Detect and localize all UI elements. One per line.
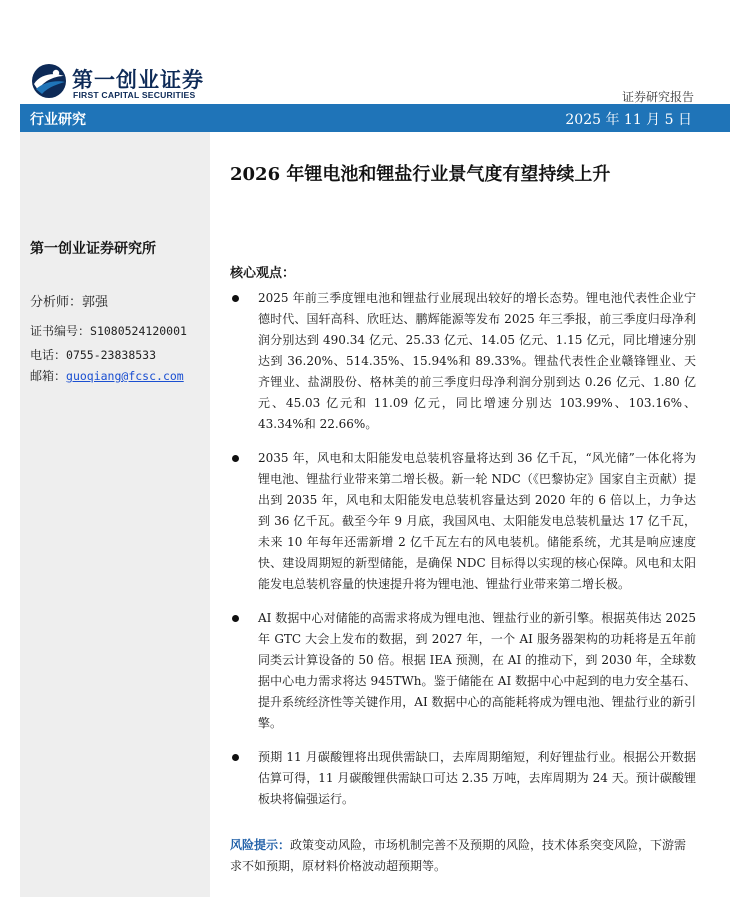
- analyst-line: [30, 291, 108, 310]
- risk-label: 风险提示：: [230, 838, 291, 852]
- phone-number: 0755-23838533: [66, 348, 157, 362]
- key-point: [230, 288, 696, 435]
- analyst-label: 分析师：: [30, 295, 83, 310]
- risk-notice: [230, 835, 696, 877]
- category-label: 行业研究: [30, 112, 86, 128]
- key-point-text: AI 数据中心对储能的高需求将成为锂电池、锂盐行业的新引擎。根据英伟达 2025 年 GTC 大会上发布的数据，到 2027 年，一个 AI 服务器架构的功耗将是五年前同类云计算设备的 50 倍。根据 IEA 预测，在 AI 的推动下，到 2030 年，全球数据中心电力需求将达 945TWh。鉴于储能在 AI 数据中心中起到的电力安全基石、提升系统经济性等关键作用，AI 数据中心的高能耗将成为锂电池、锂盐行业的新引擎。: [258, 611, 696, 730]
- category-bar: [20, 104, 730, 132]
- key-point: [230, 747, 696, 810]
- report-date: 2025 年 11 月 5 日: [565, 112, 692, 128]
- company-name-cn: 第一创业证券: [72, 68, 204, 92]
- company-name-en: FIRST CAPITAL SECURITIES: [73, 90, 196, 100]
- certificate-number: S1080524120001: [90, 324, 187, 338]
- email-label: 邮箱：: [30, 369, 67, 383]
- bullet-icon: [232, 455, 239, 462]
- core-heading: 核心观点：: [230, 266, 296, 281]
- key-points-list: [230, 288, 696, 823]
- risk-text: 政策变动风险，市场机制完善不及预期的风险，技术体系突变风险，下游需求不如预期，原材料价格波动超预期等。: [230, 838, 687, 873]
- bullet-icon: [232, 615, 239, 622]
- email-link[interactable]: guoqiang@fcsc.com: [66, 369, 184, 383]
- key-point: [230, 448, 696, 595]
- globe-logo-icon: [30, 62, 68, 100]
- report-type: 证券研究报告: [621, 90, 694, 104]
- certificate-label: 证书编号：: [30, 324, 91, 338]
- bullet-icon: [232, 295, 239, 302]
- key-point-text: 预期 11 月碳酸锂将出现供需缺口，去库周期缩短，利好锂盐行业。根据公开数据估算可得，11 月碳酸锂供需缺口可达 2.35 万吨，去库周期为 24 天。预计碳酸锂板块将偏强运行。: [258, 750, 696, 806]
- key-point-text: 2035 年，风电和太阳能发电总装机容量将达到 36 亿千瓦，“风光储”一体化将为锂电池、锂盐行业带来第二增长极。新一轮 NDC（《巴黎协定》国家自主贡献）提出到 2035 年，风电和太阳能发电总装机容量达到 2020 年的 6 倍以上，力争达到 36 亿千瓦。截至今年 9 月底，我国风电、太阳能发电总装机量达 17 亿千瓦，未来 10 年每年还需新增 2 亿千瓦左右的风电装机。储能系统，尤其是响应速度快、建设周期短的新型储能，是确保 NDC 目标得以实现的核心保障。风电和太阳能发电总装机容量的快速提升将为锂电池、锂盐行业带来第二增长极。: [258, 451, 696, 591]
- key-point-text: 2025 年前三季度锂电池和锂盐行业展现出较好的增长态势。锂电池代表性企业宁德时代、国轩高科、欣旺达、鹏辉能源等发布 2025 年三季报，前三季度归母净利润分别达到 490.34 亿元、25.33 亿元、14.05 亿元、1.15 亿元，同比增速分别达到 36.20%、514.35%、15.94%和 89.33%。锂盐代表性企业赣锋锂业、天齐锂业、盐湖股份、格林美的前三季度归母净利润分别到达 0.26 亿元、1.80 亿元、45.03 亿元和 11.09 亿元，同比增速分别达 103.99%、103.16%、43.34%和 22.66%。: [258, 291, 696, 431]
- bullet-icon: [232, 754, 239, 761]
- phone-label: 电话：: [30, 348, 67, 362]
- report-title: 2026 年锂电池和锂盐行业景气度有望持续上升: [230, 164, 611, 185]
- key-point: [230, 608, 696, 734]
- certificate-line: [30, 322, 187, 339]
- email-line: [30, 367, 184, 384]
- analyst-name: 郭强: [82, 295, 109, 310]
- company-logo: [30, 62, 230, 102]
- institute-name: 第一创业证券研究所: [30, 241, 156, 257]
- phone-line: [30, 346, 156, 363]
